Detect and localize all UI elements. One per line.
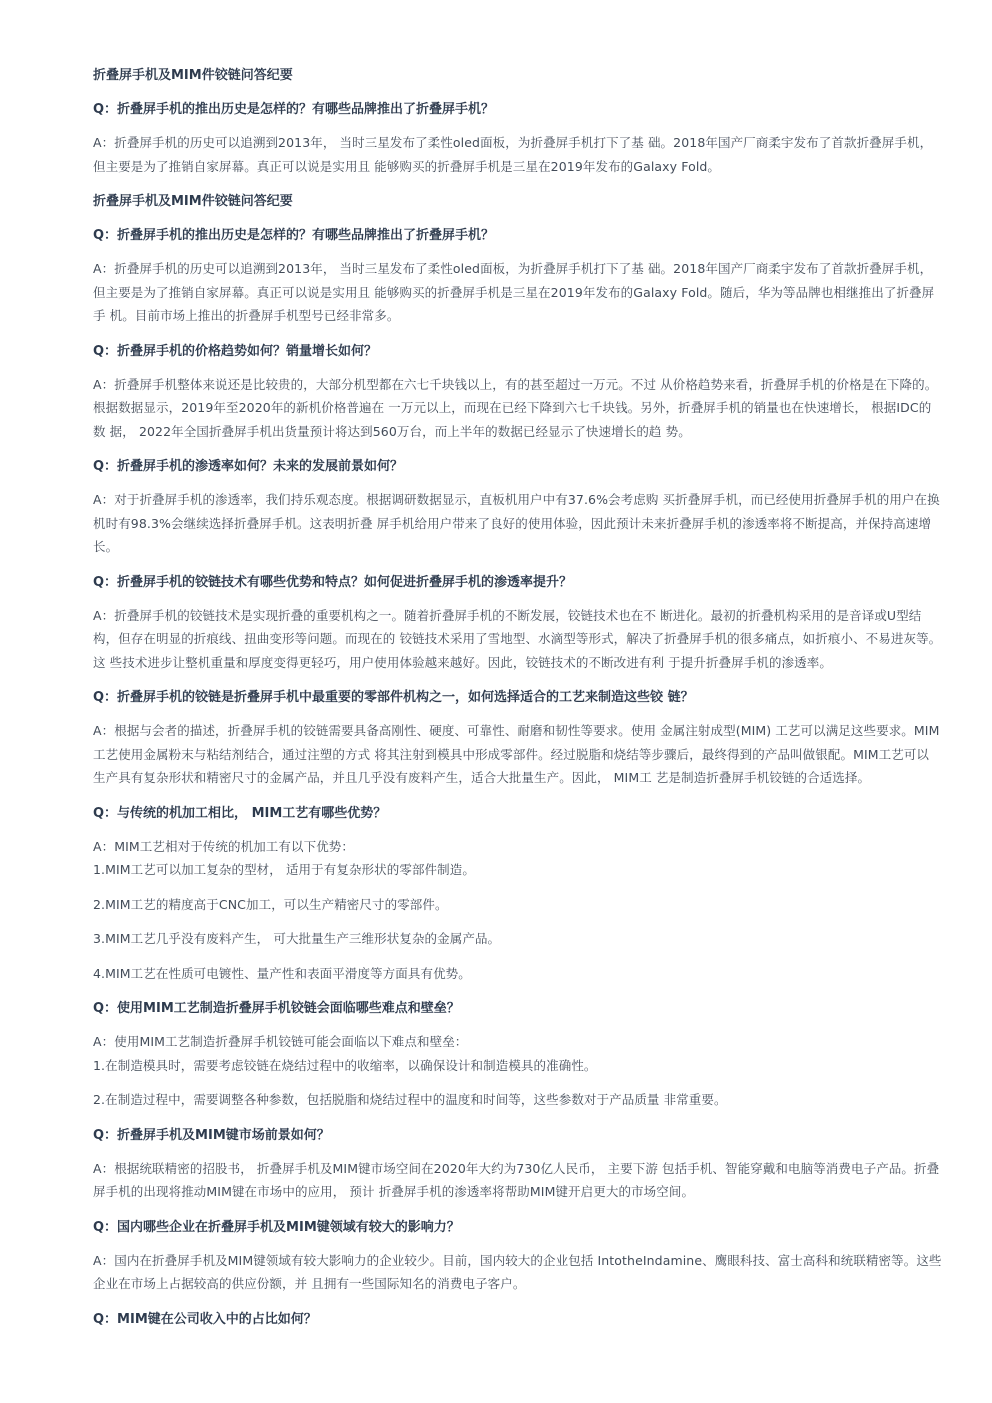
question-heading: Q：折叠屏手机的铰链是折叠屏手机中最重要的零部件机构之一，如何选择适合的工艺来制造这些铰 链？ (93, 690, 694, 705)
answer-paragraph: A：国内在折叠屏手机及MIM键领域有较大影响力的企业较少。目前，国内较大的企业包括 IntotheIndamine、鹰眼科技、富士高科和统联精密等。这些企业在市场上占据较高的供应份额，并 且拥有一些国际知名的消费电子客户。 (93, 1252, 942, 1291)
answer-paragraph: 2.在制造过程中，需要调整各种参数，包括脱脂和烧结过程中的温度和时间等，这些参数对于产品质量 非常重要。 (93, 1092, 727, 1107)
question-heading: Q：折叠屏手机的推出历史是怎样的？有哪些品牌推出了折叠屏手机？ (93, 102, 495, 117)
answer-paragraph: 2.MIM工艺的精度高于CNC加工，可以生产精密尺寸的零部件。 (93, 896, 448, 912)
answer-paragraph: A：根据统联精密的招股书， 折叠屏手机及MIM键市场空间在2020年大约为730亿人民币， 主要下游 包括手机、智能穿戴和电脑等消费电子产品。折叠屏手机的出现将推动MIM键在市场中的应用， 预计 折叠屏手机的渗透率将帮助MIM键开启更大的市场空间。 (93, 1160, 940, 1199)
question-heading: Q：折叠屏手机的渗透率如何？未来的发展前景如何？ (93, 459, 404, 474)
answer-paragraph: 4.MIM工艺在性质可电镀性、量产性和表面平滑度等方面具有优势。 (93, 965, 471, 981)
answer-paragraph: A：对于折叠屏手机的渗透率，我们持乐观态度。根据调研数据显示，直板机用户中有37.6%会考虑购 买折叠屏手机，而已经使用折叠屏手机的用户在换机时有98.3%会继续选择折叠屏手机。这表明折叠 屏手机给用户带来了良好的使用体验，因此预计未来折叠屏手机的渗透率将不断提高，并保持高速增 长。 (93, 492, 940, 554)
question-heading: Q：与传统的机加工相比， MIM工艺有哪些优势？ (93, 805, 387, 821)
question-heading: Q：国内哪些企业在折叠屏手机及MIM键领域有较大的影响力？ (93, 1219, 460, 1235)
document-title: 折叠屏手机及MIM件铰链问答纪要 (93, 194, 293, 209)
answer-paragraph: A：折叠屏手机的历史可以追溯到2013年， 当时三星发布了柔性oled面板，为折叠屏手机打下了基 础。2018年国产厂商柔宇发布了首款折叠屏手机，但主要是为了推销自家屏幕。真正可以说是实用且 能够购买的折叠屏手机是三星在2019年发布的Galaxy Fold。随后，华为等品牌也相继推出了折叠屏手 机。目前市场上推出的折叠屏手机型号已经非常多。 (93, 261, 935, 323)
answer-paragraph: A：折叠屏手机的铰链技术是实现折叠的重要机构之一。随着折叠屏手机的不断发展，铰链技术也在不 断进化。最初的折叠机构采用的是音译或U型结构，但存在明显的折痕线、扭曲变形等问题。而现在的 铰链技术采用了雪地型、水滴型等形式，解决了折叠屏手机的很多痛点，如折痕小、不易进灰等。这 些技术进步让整机重量和厚度变得更轻巧，用户使用体验越来越好。因此，铰链技术的不断改进有利 于提升折叠屏手机的渗透率。 (93, 607, 942, 670)
question-heading: Q：折叠屏手机的铰链技术有哪些优势和特点？如何促进折叠屏手机的渗透率提升？ (93, 574, 573, 590)
answer-paragraph: A：根据与会者的描述，折叠屏手机的铰链需要具备高刚性、硬度、可靠性、耐磨和韧性等要求。使用 金属注射成型(MIM) 工艺可以满足这些要求。MIM工艺使用金属粉末与粘结剂结合，通过注塑的方式 将其注射到模具中形成零部件。经过脱脂和烧结等步骤后，最终得到的产品叫做银配。MIM工艺可以 生产具有复杂形状和精密尺寸的金属产品，并且几乎没有废料产生，适合大批量生产。因此， MIM工 艺是制造折叠屏手机铰链的合适选择。 (93, 723, 940, 785)
document-title: 折叠屏手机及MIM件铰链问答纪要 (93, 68, 293, 83)
question-heading: Q：折叠屏手机的推出历史是怎样的？有哪些品牌推出了折叠屏手机？ (93, 228, 495, 243)
answer-paragraph: 3.MIM工艺几乎没有废料产生， 可大批量生产三维形状复杂的金属产品。 (93, 931, 501, 946)
answer-paragraph: A：折叠屏手机的历史可以追溯到2013年， 当时三星发布了柔性oled面板，为折叠屏手机打下了基 础。2018年国产厂商柔宇发布了首款折叠屏手机，但主要是为了推销自家屏幕。真正可以说是实用且 能够购买的折叠屏手机是三星在2019年发布的Galaxy Fold。 (93, 135, 933, 174)
document-body (93, 66, 943, 1330)
answer-paragraph: A：折叠屏手机整体来说还是比较贵的，大部分机型都在六七千块钱以上，有的甚至超过一万元。不过 从价格趋势来看，折叠屏手机的价格是在下降的。根据数据显示，2019年至2020年的新机价格普遍在 一万元以上，而现在已经下降到六七千块钱。另外，折叠屏手机的销量也在快速增长， 根据IDC的数 据， 2022年全国折叠屏手机出货量预计将达到560万台，而上半年的数据已经显示了快速增长的趋 势。 (93, 376, 938, 439)
question-heading: Q：使用MIM工艺制造折叠屏手机铰链会面临哪些难点和壁垒？ (93, 1001, 460, 1016)
answer-paragraph: A：MIM工艺相对于传统的机加工有以下优势： 1.MIM工艺可以加工复杂的型材， 适用于有复杂形状的零部件制造。 (93, 838, 475, 877)
question-heading: Q：折叠屏手机及MIM键市场前景如何？ (93, 1127, 330, 1143)
question-heading: Q：MIM键在公司收入中的占比如何？ (93, 1311, 317, 1327)
question-heading: Q：折叠屏手机的价格趋势如何？销量增长如何？ (93, 343, 378, 359)
answer-paragraph: A：使用MIM工艺制造折叠屏手机铰链可能会面临以下难点和壁垒： 1.在制造模具时，需要考虑铰链在烧结过程中的收缩率，以确保设计和制造模具的准确性。 (93, 1034, 597, 1073)
